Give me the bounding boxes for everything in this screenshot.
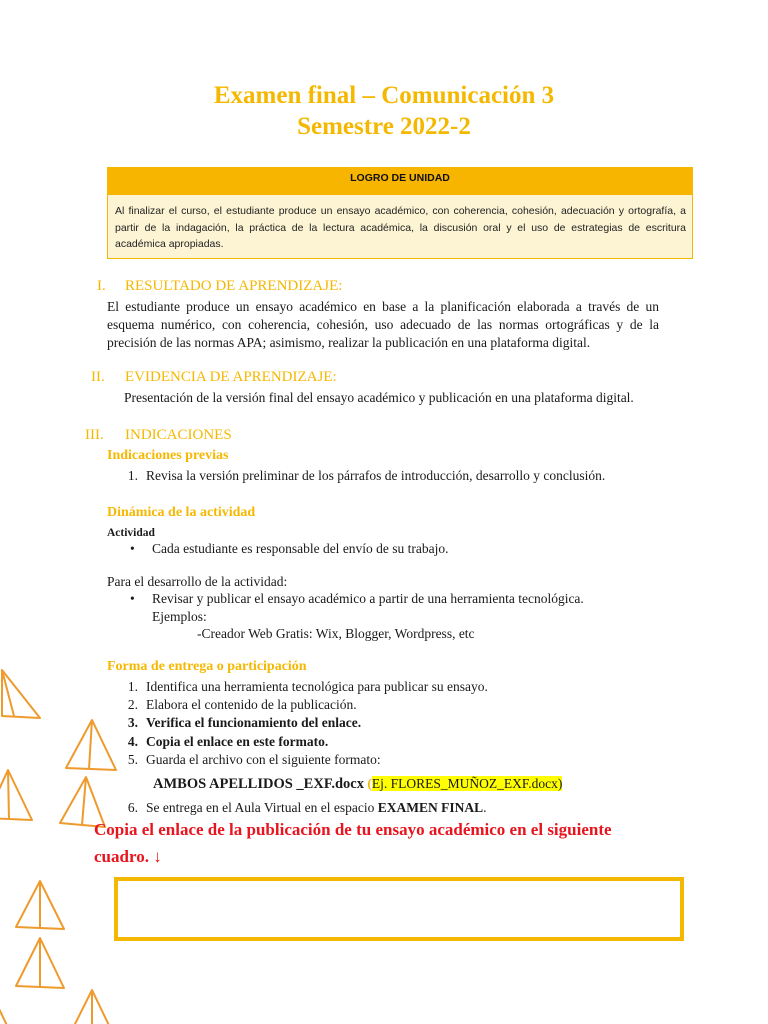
list-number: 1. (127, 679, 138, 694)
logro-body: Al finalizar el curso, el estudiante produce un ensayo académico, con coherencia, cohesión, adecuación y ortografía, a partir de la indagación, la práctica de la lectura académica, la discusión oral y el uso de estrategias de escritura académica apropiadas. (108, 195, 692, 258)
section-1-body: El estudiante produce un ensayo académico en base a la planificación elaborada a través de un esquema numérico, con coherencia, cohesión, uso adecuado de las normas ortográficas y de la precisión de las normas APA; asimismo, realizar la publicación en una plataforma digital. (107, 299, 659, 350)
ejemplos-label: Ejemplos: (152, 609, 207, 624)
forma-item-5 (114, 752, 381, 768)
section-2-title: EVIDENCIA DE APRENDIZAJE: (125, 369, 337, 385)
copy-link-instruction-line1: Copia el enlace de la publicación de tu ensayo académico en el siguiente (94, 820, 612, 839)
forma-item-1 (114, 679, 488, 695)
indicaciones-previas-title: Indicaciones previas (107, 448, 229, 463)
forma-item-6 (114, 800, 487, 816)
logro-de-unidad-table (107, 167, 693, 259)
forma-item-3 (114, 715, 361, 731)
copy-link-instruction-line2: cuadro. ↓ (94, 847, 162, 866)
bullet-icon: • (130, 591, 135, 606)
bullet-item (130, 591, 584, 607)
file-format-line (153, 775, 562, 793)
bullet-text: Cada estudiante es responsable del envío de su trabajo. (152, 541, 449, 556)
section-1-title: RESULTADO DE APRENDIZAJE: (125, 278, 343, 294)
section-3-title: INDICACIONES (125, 427, 232, 443)
list-text: Revisa la versión preliminar de los párrafos de introducción, desarrollo y conclusión. (146, 468, 606, 483)
section-3-number: III. (85, 427, 104, 443)
section-2-body: Presentación de la versión final del ensayo académico y publicación en una plataforma digital. (124, 390, 634, 405)
list-text-bold: EXAMEN FINAL (377, 800, 484, 815)
document-subtitle: Semestre 2022-2 (297, 113, 471, 140)
paper-plane-icon (16, 881, 64, 929)
list-number: 3. (127, 715, 138, 730)
bullet-item (130, 541, 449, 557)
bullet-text: Revisar y publicar el ensayo académico a partir de una herramienta tecnológica. (152, 591, 584, 606)
actividad-label: Actividad (107, 527, 155, 539)
link-answer-box[interactable] (114, 877, 684, 941)
forma-item-2 (114, 697, 357, 713)
paper-plane-icon (16, 938, 64, 988)
list-number: 6. (127, 800, 138, 815)
file-format-label: AMBOS APELLIDOS _EXF.docx (153, 776, 364, 792)
paper-plane-icon (0, 770, 32, 820)
section-1-number: I. (97, 278, 106, 294)
paper-plane-icon (0, 990, 14, 1024)
list-number: 4. (127, 734, 138, 749)
section-1-heading (97, 278, 342, 295)
list-number: 1. (127, 468, 138, 483)
dinamica-title: Dinámica de la actividad (107, 505, 256, 520)
forma-item-4 (114, 734, 328, 750)
paper-plane-icon (66, 720, 116, 770)
bullet-icon: • (130, 541, 135, 556)
list-text: Se entrega en el Aula Virtual en el espacio (146, 800, 378, 815)
list-number: 2. (127, 697, 138, 712)
paper-plane-icon (68, 990, 116, 1024)
section-3-heading (85, 427, 232, 444)
document-title: Examen final – Comunicación 3 (213, 82, 555, 109)
file-format-paren: ( (367, 776, 372, 791)
section-2-number: II. (91, 369, 105, 385)
section-2-heading (91, 369, 337, 386)
ejemplos-text: -Creador Web Gratis: Wix, Blogger, Wordpress, etc (197, 626, 475, 641)
logro-heading: LOGRO DE UNIDAD (108, 168, 692, 195)
list-text: Elabora el contenido de la publicación. (146, 697, 357, 712)
forma-entrega-title: Forma de entrega o participación (107, 659, 307, 674)
list-text: Identifica una herramienta tecnológica para publicar su ensayo. (146, 679, 488, 694)
list-number: 5. (127, 752, 138, 767)
list-text: Verifica el funcionamiento del enlace. (146, 715, 362, 730)
list-text: Guarda el archivo con el siguiente formato: (146, 752, 381, 767)
list-text-end: . (483, 800, 487, 815)
list-text: Copia el enlace en este formato. (146, 734, 329, 749)
previas-item-1 (114, 468, 605, 484)
file-format-example: Ej. FLORES_MUÑOZ_EXF.docx) (371, 776, 563, 791)
paper-plane-icon (2, 670, 40, 718)
desarrollo-intro: Para el desarrollo de la actividad: (107, 574, 288, 589)
